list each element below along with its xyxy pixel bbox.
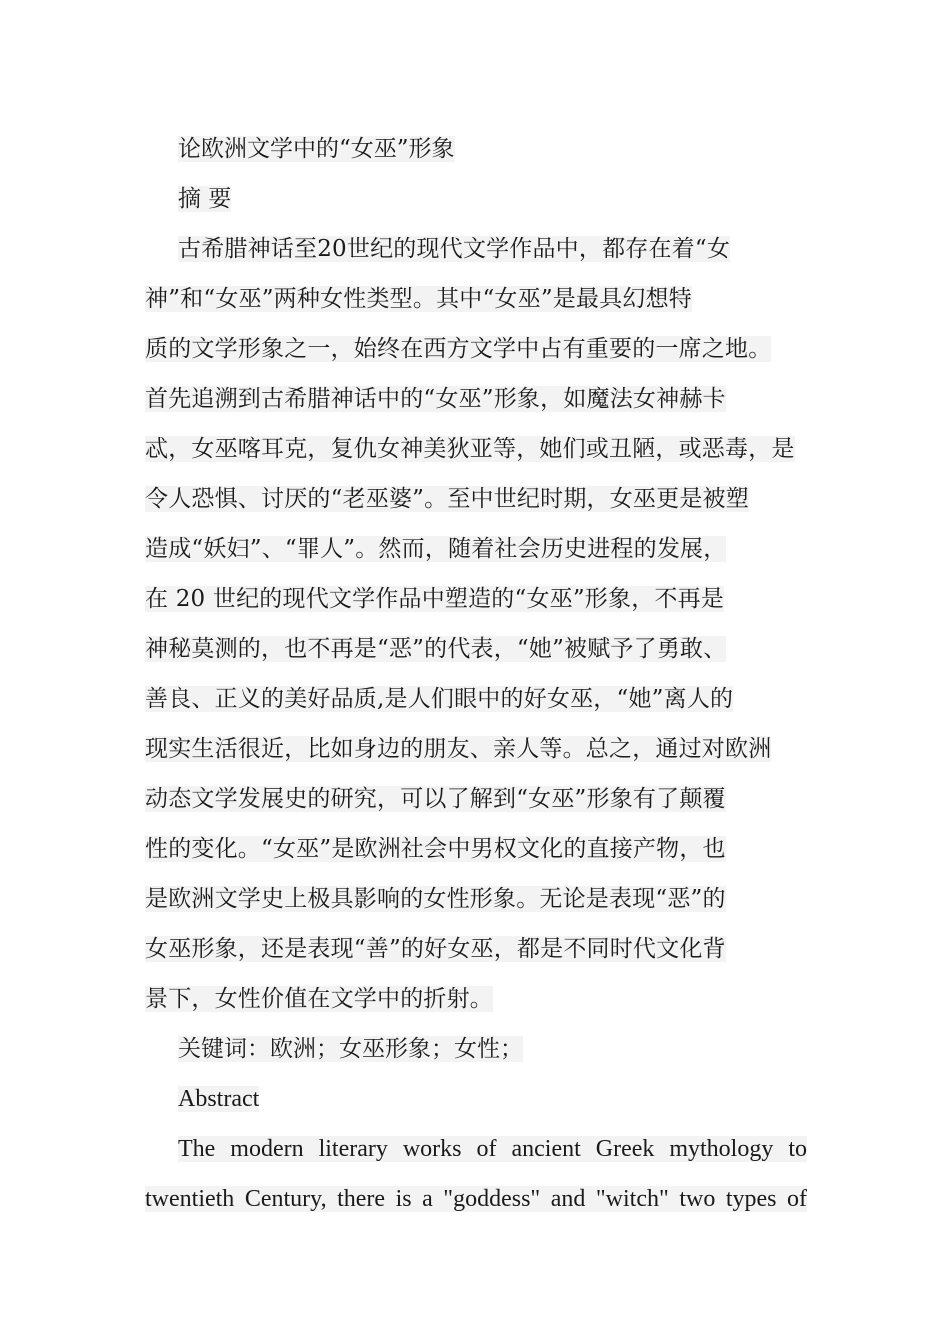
abstract-line: 造成“妖妇”、“罪人”。然而，随着社会历史进程的发展， (145, 536, 727, 562)
keywords-text: 关键词：欧洲；女巫形象；女性； (178, 1036, 523, 1062)
abstract-line: 古希腊神话至20世纪的现代文学作品中，都存在着“女 (178, 236, 731, 262)
abstract-heading (145, 174, 807, 224)
abstract-paragraph (145, 224, 807, 1024)
english-abstract-heading: Abstract (178, 1086, 260, 1112)
abstract-line: 令人恐惧、讨厌的“老巫婆”。至中世纪时期，女巫更是被塑 (145, 486, 749, 512)
abstract-line: 在 20 世纪的现代文学作品中塑造的“女巫”形象，不再是 (145, 586, 725, 612)
title-text: 论欧洲文学中的“女巫”形象 (178, 136, 455, 162)
abstract-line: 善良、正义的美好品质,是人们眼中的好女巫，“她”离人的 (145, 686, 734, 712)
abstract-heading-text: 摘 要 (178, 186, 232, 212)
abstract-line: 神秘莫测的，也不再是“恶”的代表，“她”被赋予了勇敢、 (145, 636, 727, 662)
abstract-line: 是欧洲文学史上极具影响的女性形象。无论是表现“恶”的 (145, 886, 726, 912)
keywords-line (145, 1024, 807, 1074)
english-abstract-line: The modern literary works of ancient Greek mythology to (178, 1136, 807, 1162)
abstract-line: 景下，女性价值在文学中的折射。 (145, 986, 493, 1012)
english-abstract-line: twentieth Century, there is a "goddess" and "witch" two types of (145, 1186, 807, 1212)
abstract-line: 质的文学形象之一，始终在西方文学中占有重要的一席之地。 (145, 336, 772, 362)
abstract-line: 神”和“女巫”两种女性类型。其中“女巫”是最具幻想特 (145, 286, 692, 312)
abstract-line: 忒，女巫喀耳克，复仇女神美狄亚等，她们或丑陋，或恶毒，是 (145, 436, 795, 462)
abstract-line: 现实生活很近，比如身边的朋友、亲人等。总之，通过对欧洲 (145, 736, 772, 762)
abstract-line: 动态文学发展史的研究，可以了解到“女巫”形象有了颠覆 (145, 786, 726, 812)
document-content (145, 124, 807, 1224)
abstract-line: 首先追溯到古希腊神话中的“女巫”形象，如魔法女神赫卡 (145, 386, 726, 412)
abstract-line: 女巫形象，还是表现“善”的好女巫，都是不同时代文化背 (145, 936, 726, 962)
document-title (145, 124, 807, 174)
abstract-line: 性的变化。“女巫”是欧洲社会中男权文化的直接产物，也 (145, 836, 726, 862)
